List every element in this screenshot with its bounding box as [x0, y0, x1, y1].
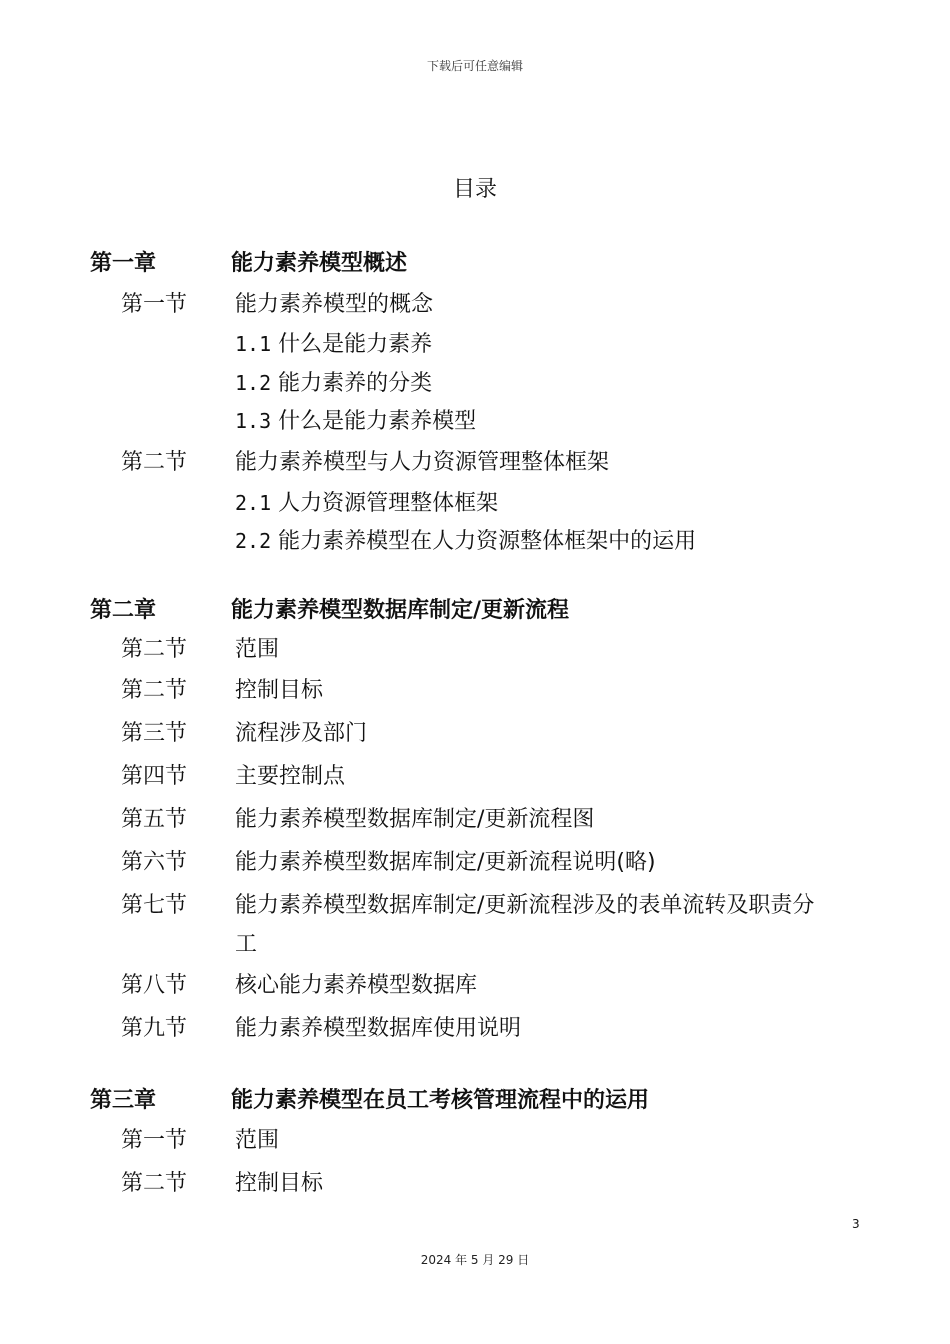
- toc-section[interactable]: [121, 888, 814, 919]
- subsection-number: 2.2: [235, 529, 272, 553]
- subsection-number: 1.1: [235, 332, 272, 356]
- section-number: 第八节: [121, 973, 188, 998]
- toc-section[interactable]: [121, 716, 367, 747]
- chapter-title: 能力素养模型在员工考核管理流程中的运用: [231, 1088, 650, 1113]
- subsection-title: 能力素养的分类: [278, 371, 433, 396]
- toc-section[interactable]: [121, 759, 345, 790]
- section-number: 第二节: [121, 637, 188, 662]
- section-number: 第三节: [121, 721, 188, 746]
- toc-section[interactable]: [121, 802, 594, 833]
- toc-chapter-1[interactable]: [90, 246, 407, 277]
- section-title: 能力素养模型数据库制定/更新流程涉及的表单流转及职责分: [235, 893, 815, 918]
- section-title: 能力素养模型数据库使用说明: [235, 1016, 522, 1041]
- section-number: 第一节: [121, 1128, 188, 1153]
- section-title: 范围: [235, 1128, 280, 1153]
- toc-section[interactable]: [121, 845, 656, 876]
- subsection-number: 1.3: [235, 409, 272, 433]
- section-title: 能力素养模型的概念: [235, 292, 434, 317]
- toc-subsection[interactable]: [235, 327, 432, 358]
- section-title: 核心能力素养模型数据库: [235, 973, 478, 998]
- chapter-number: 第一章: [90, 251, 157, 276]
- toc-subsection[interactable]: [235, 524, 696, 555]
- page-number: 3: [852, 1217, 860, 1231]
- section-title-continuation: 工: [235, 932, 258, 957]
- page-footer-date: 2024 年 5 月 29 日: [420, 1253, 530, 1267]
- section-number: 第一节: [121, 292, 188, 317]
- section-number: 第七节: [121, 893, 188, 918]
- toc-subsection[interactable]: [235, 486, 498, 517]
- section-number: 第四节: [121, 764, 188, 789]
- toc-chapter-2[interactable]: [90, 593, 569, 624]
- section-number: 第九节: [121, 1016, 188, 1041]
- toc-subsection[interactable]: [235, 404, 476, 435]
- section-title: 流程涉及部门: [235, 721, 368, 746]
- toc-section[interactable]: [121, 445, 609, 476]
- section-title: 控制目标: [235, 678, 324, 703]
- toc-section[interactable]: [121, 1011, 521, 1042]
- section-number: 第二节: [121, 450, 188, 475]
- section-title: 能力素养模型与人力资源管理整体框架: [235, 450, 610, 475]
- section-title: 主要控制点: [235, 764, 346, 789]
- subsection-title: 能力素养模型在人力资源整体框架中的运用: [278, 529, 697, 554]
- toc-section[interactable]: [121, 1123, 279, 1154]
- subsection-number: 2.1: [235, 491, 272, 515]
- toc-section[interactable]: [121, 1166, 323, 1197]
- section-title: 能力素养模型数据库制定/更新流程图: [235, 807, 595, 832]
- toc-section[interactable]: [121, 632, 279, 663]
- page-header: 下载后可任意编辑: [426, 59, 523, 73]
- chapter-title: 能力素养模型概述: [231, 251, 408, 276]
- chapter-number: 第二章: [90, 598, 157, 623]
- chapter-title: 能力素养模型数据库制定/更新流程: [231, 598, 570, 623]
- toc-section[interactable]: [121, 968, 477, 999]
- toc-section[interactable]: [121, 287, 433, 318]
- section-number: 第二节: [121, 1171, 188, 1196]
- toc-chapter-3[interactable]: [90, 1083, 649, 1114]
- section-title: 控制目标: [235, 1171, 324, 1196]
- section-number: 第五节: [121, 807, 188, 832]
- subsection-number: 1.2: [235, 371, 272, 395]
- subsection-title: 什么是能力素养模型: [278, 409, 477, 434]
- toc-subsection[interactable]: [235, 366, 432, 397]
- subsection-title: 人力资源管理整体框架: [278, 491, 499, 516]
- toc-section[interactable]: [121, 673, 323, 704]
- toc-title: 目录: [452, 177, 497, 202]
- section-number: 第六节: [121, 850, 188, 875]
- section-title: 范围: [235, 637, 280, 662]
- section-number: 第二节: [121, 678, 188, 703]
- section-title: 能力素养模型数据库制定/更新流程说明(略): [235, 850, 656, 875]
- subsection-title: 什么是能力素养: [278, 332, 433, 357]
- chapter-number: 第三章: [90, 1088, 157, 1113]
